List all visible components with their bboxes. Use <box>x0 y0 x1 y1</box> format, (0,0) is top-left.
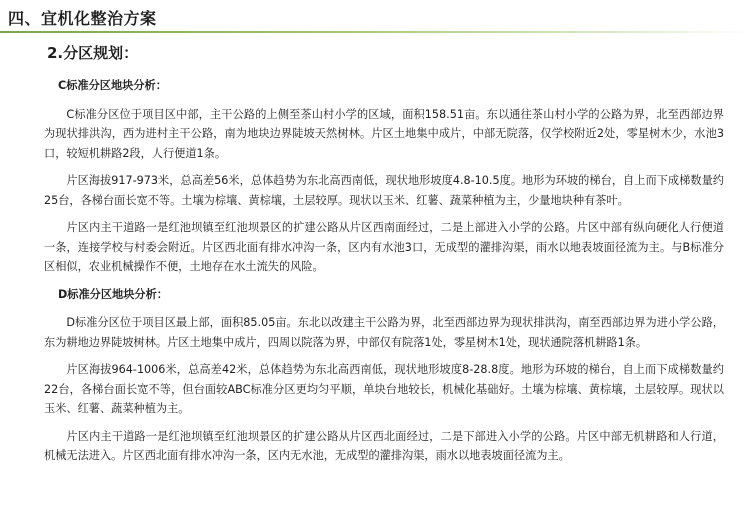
section-heading-c: C标准分区地块分析： <box>58 79 167 92</box>
paragraph: 片区海拔917-973米，总高差56米，总体趋势为东北高西南低，现状地形坡度4.8-10.5度。地形为环坡的梯台，自上而下成梯数量约25台，各梯台面长宽不等。土壤为棕壤、黄棕壤，土层较厚。现状以玉米、红薯、蔬菜种植为主，少量地块种有茶叶。 <box>44 174 724 207</box>
paragraph: C标准分区位于项目区中部，主干公路的上侧至茶山村小学的区域，面积158.51亩。东以通往茶山村小学的公路为界，北至西部边界为现状排洪沟，西为进村主干公路，南为地块边界陡坡天然树林。片区土地集中成片，中部无院落，仅学校附近2处，零星树木少，水池3口，较短机耕路2段，人行便道1条。 <box>44 107 724 160</box>
page-title: 四、宜机化整治方案 <box>8 9 157 28</box>
page-header <box>0 0 750 34</box>
document-body <box>44 76 724 474</box>
paragraph: 片区内主干道路一是红池坝镇至红池坝景区的扩建公路从片区西北面经过，二是下部进入小学的公路。片区中部无机耕路和人行道，机械无法进入。片区西北面有排水冲沟一条，区内无水池，无成型的灌排沟渠，雨水以地表坡面径流为主。 <box>44 429 724 462</box>
paragraph: 片区海拔964-1006米，总高差42米，总体趋势为东北高西南低，现状地形坡度8-28.8度。地形为环坡的梯台，自上而下成梯数量约22台，各梯台面长宽不等，但台面较ABC标准分区更均匀平顺，单块台地较长，机械化基础好。土壤为棕壤、黄棕壤，土层较厚。现状以玉米、红薯、蔬菜种植为主。 <box>44 363 724 415</box>
section-subtitle: 2.分区规划： <box>47 44 139 62</box>
section-heading-d: D标准分区地块分析： <box>58 287 168 301</box>
paragraph: D标准分区位于项目区最上部，面积85.05亩。东北以改建主干公路为界，北至西部边界为现状排洪沟，南至西部边界为进小学公路，东为耕地边界陡坡树林。片区土地集中成片，四周以院落为界，中部仅有院落1处，零星树木1处，现状通院落机耕路1条。 <box>44 316 724 349</box>
header-rule <box>0 31 750 33</box>
paragraph: 片区内主干道路一是红池坝镇至红池坝景区的扩建公路从片区西南面经过，二是上部进入小学的公路。片区中部有纵向硬化人行便道一条，连接学校与村委会附近。片区西北面有排水冲沟一条，区内有水池3口，无成型的灌排沟渠，雨水以地表坡面径流为主。与B标准分区相似，农业机械操作不便，土地存在水土流失的风险。 <box>44 221 724 273</box>
